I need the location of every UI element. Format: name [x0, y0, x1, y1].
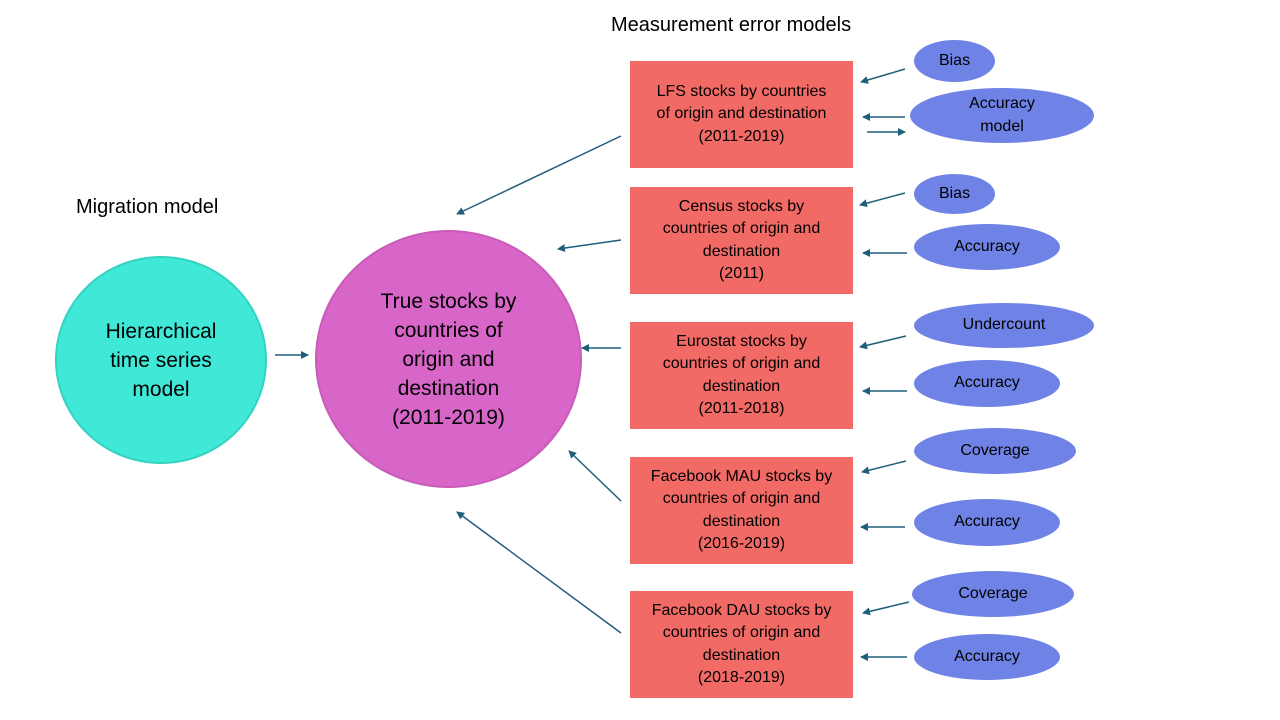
mau-accuracy-label: Accuracy	[954, 513, 1020, 531]
facebook-mau-stocks-label: Facebook MAU stocks by countries of origin and destination (2016-2019)	[650, 467, 833, 552]
eurostat-undercount-label: Undercount	[962, 316, 1046, 334]
lfs-accuracy-model-label: Accuracy model	[969, 95, 1035, 135]
facebook-dau-stocks-label: Facebook DAU stocks by countries of origin and destination (2018-2019)	[651, 601, 832, 686]
arrow-census-bias-to-census	[860, 193, 905, 205]
census-stocks-label: Census stocks by countries of origin and destination (2011)	[662, 197, 821, 282]
measurement-error-models-title: Measurement error models	[611, 14, 852, 36]
lfs-bias-label: Bias	[938, 51, 971, 69]
arrow-dau-coverage-to-dau	[863, 602, 909, 613]
census-bias-label: Bias	[938, 184, 971, 202]
migration-model-title: Migration model	[76, 196, 219, 218]
arrow-lfs-bias-to-lfs	[861, 69, 905, 82]
true-stocks-label: True stocks by countries of origin and destination (2011-2019)	[380, 289, 517, 429]
eurostat-accuracy-label: Accuracy	[954, 374, 1020, 392]
hierarchical-time-series-label: Hierarchical time series model	[105, 319, 217, 401]
arrow-lfs-to-true-stocks	[457, 136, 621, 214]
eurostat-stocks-label: Eurostat stocks by countries of origin and destination (2011-2018)	[662, 332, 821, 417]
arrow-mau-to-true-stocks	[569, 451, 621, 501]
arrow-eurostat-undercount-to-eurostat	[860, 336, 906, 347]
dau-accuracy-label: Accuracy	[954, 647, 1020, 665]
arrow-mau-coverage-to-mau	[862, 461, 906, 472]
mau-coverage-label: Coverage	[960, 441, 1030, 459]
dau-coverage-label: Coverage	[958, 584, 1028, 602]
census-accuracy-label: Accuracy	[954, 237, 1020, 255]
arrow-census-to-true-stocks	[558, 240, 621, 249]
arrow-dau-to-true-stocks	[457, 512, 621, 633]
lfs-stocks-label: LFS stocks by countries of origin and destination (2011-2019)	[656, 82, 827, 145]
